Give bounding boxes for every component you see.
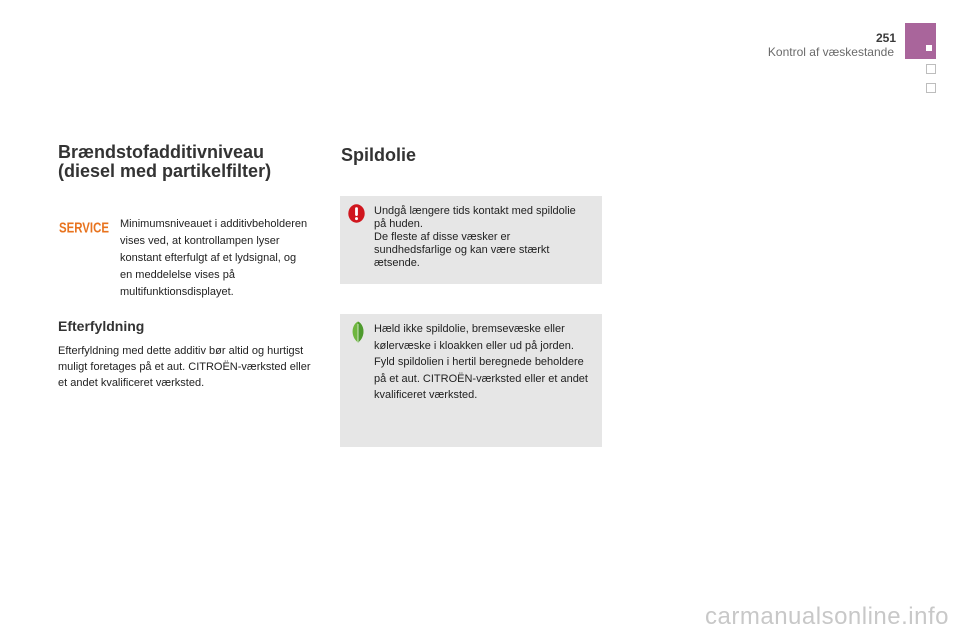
refill-heading: Efterfyldning (58, 318, 145, 334)
section-title-additive: Brændstofadditivniveau (diesel med partikelfilter) (58, 142, 272, 181)
warning-line-2: De fleste af disse væsker er sundhedsfarlige og kan være stærkt ætsende. (374, 231, 550, 269)
section-header: Kontrol af væskestande (767, 45, 894, 59)
warning-icon (348, 204, 365, 223)
service-icon-label: SERVICE (59, 220, 110, 237)
tab-marker (926, 45, 932, 51)
chapter-tab-box (926, 64, 936, 74)
refill-text: Efterfyldning med dette additiv bør altid og hurtigst muligt foretages på et aut. CITROËN-værksted eller et andet kvalificeret værksted. (58, 345, 311, 389)
environment-line-1: Hæld ikke spildolie, bremsevæske eller kølervæske i kloakken eller ud på jorden. (374, 323, 574, 352)
environment-line-2: Fyld spildolien i hertil beregnede beholdere på et aut. CITROËN-værksted eller et andet kvalificeret værksted. (374, 356, 588, 401)
leaf-icon (349, 321, 367, 343)
chapter-tab-box (926, 83, 936, 93)
warning-line-1: Undgå længere tids kontakt med spildolie på huden. (374, 205, 576, 230)
service-description: Minimumsniveauet i additivbeholderen vises ved, at kontrollampen lyser konstant efterfulgt af et lydsignal, og en meddelelse vises på multifunktionsdisplayet. (120, 218, 308, 298)
watermark: carmanualsonline.info (705, 603, 949, 630)
environment-text (374, 321, 590, 404)
section-title-waste-oil: Spildolie (341, 145, 417, 165)
page-number: 251 (875, 31, 896, 45)
chapter-tab-active (905, 23, 936, 59)
service-icon (58, 217, 110, 237)
warning-text (374, 205, 590, 270)
